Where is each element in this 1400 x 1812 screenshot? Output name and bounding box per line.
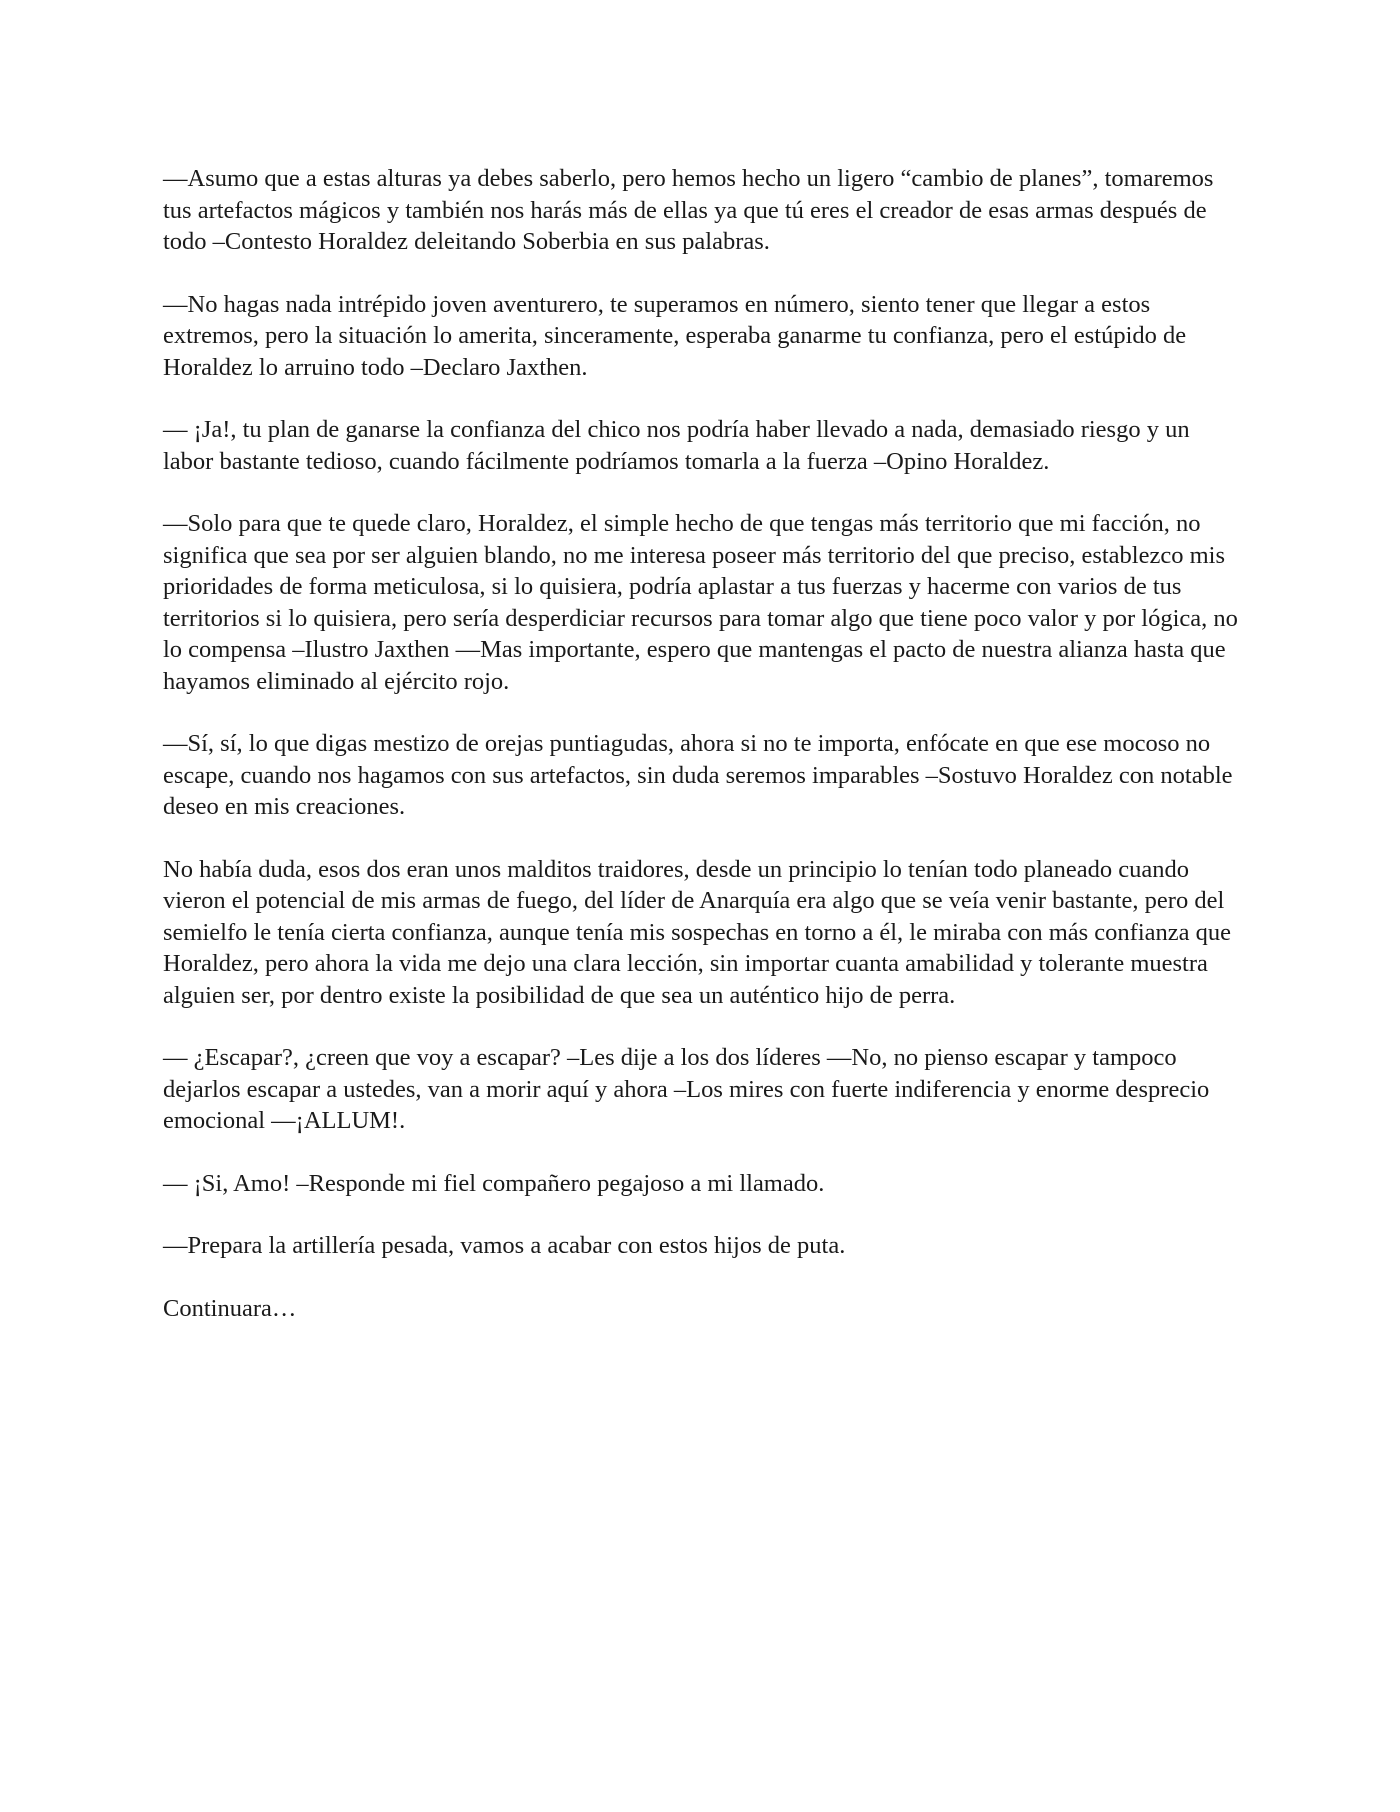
document-page	[163, 163, 1245, 1355]
paragraph-7: — ¿Escapar?, ¿creen que voy a escapar? –Les dije a los dos líderes —No, no pienso escapar y tampoco dejarlos escapar a ustedes, van a morir aquí y ahora –Los mires con fuerte indiferencia y enorme desprecio emocional —¡ALLUM!.	[163, 1044, 1210, 1134]
paragraph-10: Continuara…	[163, 1294, 297, 1322]
paragraph-9: —Prepara la artillería pesada, vamos a acabar con estos hijos de puta.	[163, 1232, 846, 1259]
paragraph-8: — ¡Si, Amo! –Responde mi fiel compañero pegajoso a mi llamado.	[163, 1169, 825, 1197]
paragraph-5: —Sí, sí, lo que digas mestizo de orejas puntiagudas, ahora si no te importa, enfócate en que ese mocoso no escape, cuando nos hagamos con sus artefactos, sin duda seremos imparables –Sostuvo Horaldez con notable deseo en mis creaciones.	[163, 730, 1233, 820]
paragraph-3: — ¡Ja!, tu plan de ganarse la confianza del chico nos podría haber llevado a nada, demasiado riesgo y un labor bastante tedioso, cuando fácilmente podríamos tomarla a la fuerza –Opino Horaldez.	[163, 416, 1190, 475]
paragraph-2: —No hagas nada intrépido joven aventurero, te superamos en número, siento tener que llegar a estos extremos, pero la situación lo amerita, sinceramente, esperaba ganarme tu confianza, pero el estúpido de Horaldez lo arruino todo –Declaro Jaxthen.	[163, 290, 1187, 381]
paragraph-1: —Asumo que a estas alturas ya debes saberlo, pero hemos hecho un ligero “cambio de planes”, tomaremos tus artefactos mágicos y también nos harás más de ellas ya que tú eres el creador de esas armas después de todo –Contesto Horaldez deleitando Soberbia en sus palabras.	[163, 165, 1214, 255]
paragraph-6: No había duda, esos dos eran unos malditos traidores, desde un principio lo tenían todo planeado cuando vieron el potencial de mis armas de fuego, del líder de Anarquía era algo que se veía venir bastante, pero del semielfo le tenía cierta confianza, aunque tenía mis sospechas en torno a él, le miraba con más confianza que Horaldez, pero ahora la vida me dejo una clara lección, sin importar cuanta amabilidad y tolerante muestra alguien ser, por dentro existe la posibilidad de que sea un auténtico hijo de perra.	[163, 855, 1232, 1009]
paragraph-4: —Solo para que te quede claro, Horaldez, el simple hecho de que tengas más territorio que mi facción, no significa que sea por ser alguien blando, no me interesa poseer más territorio del que preciso, establezco mis prioridades de forma meticulosa, si lo quisiera, podría aplastar a tus fuerzas y hacerme con varios de tus territorios si lo quisiera, pero sería desperdiciar recursos para tomar algo que tiene poco valor y por lógica, no lo compensa –Ilustro Jaxthen —Mas importante, espero que mantengas el pacto de nuestra alianza hasta que hayamos eliminado al ejército rojo.	[163, 510, 1238, 695]
